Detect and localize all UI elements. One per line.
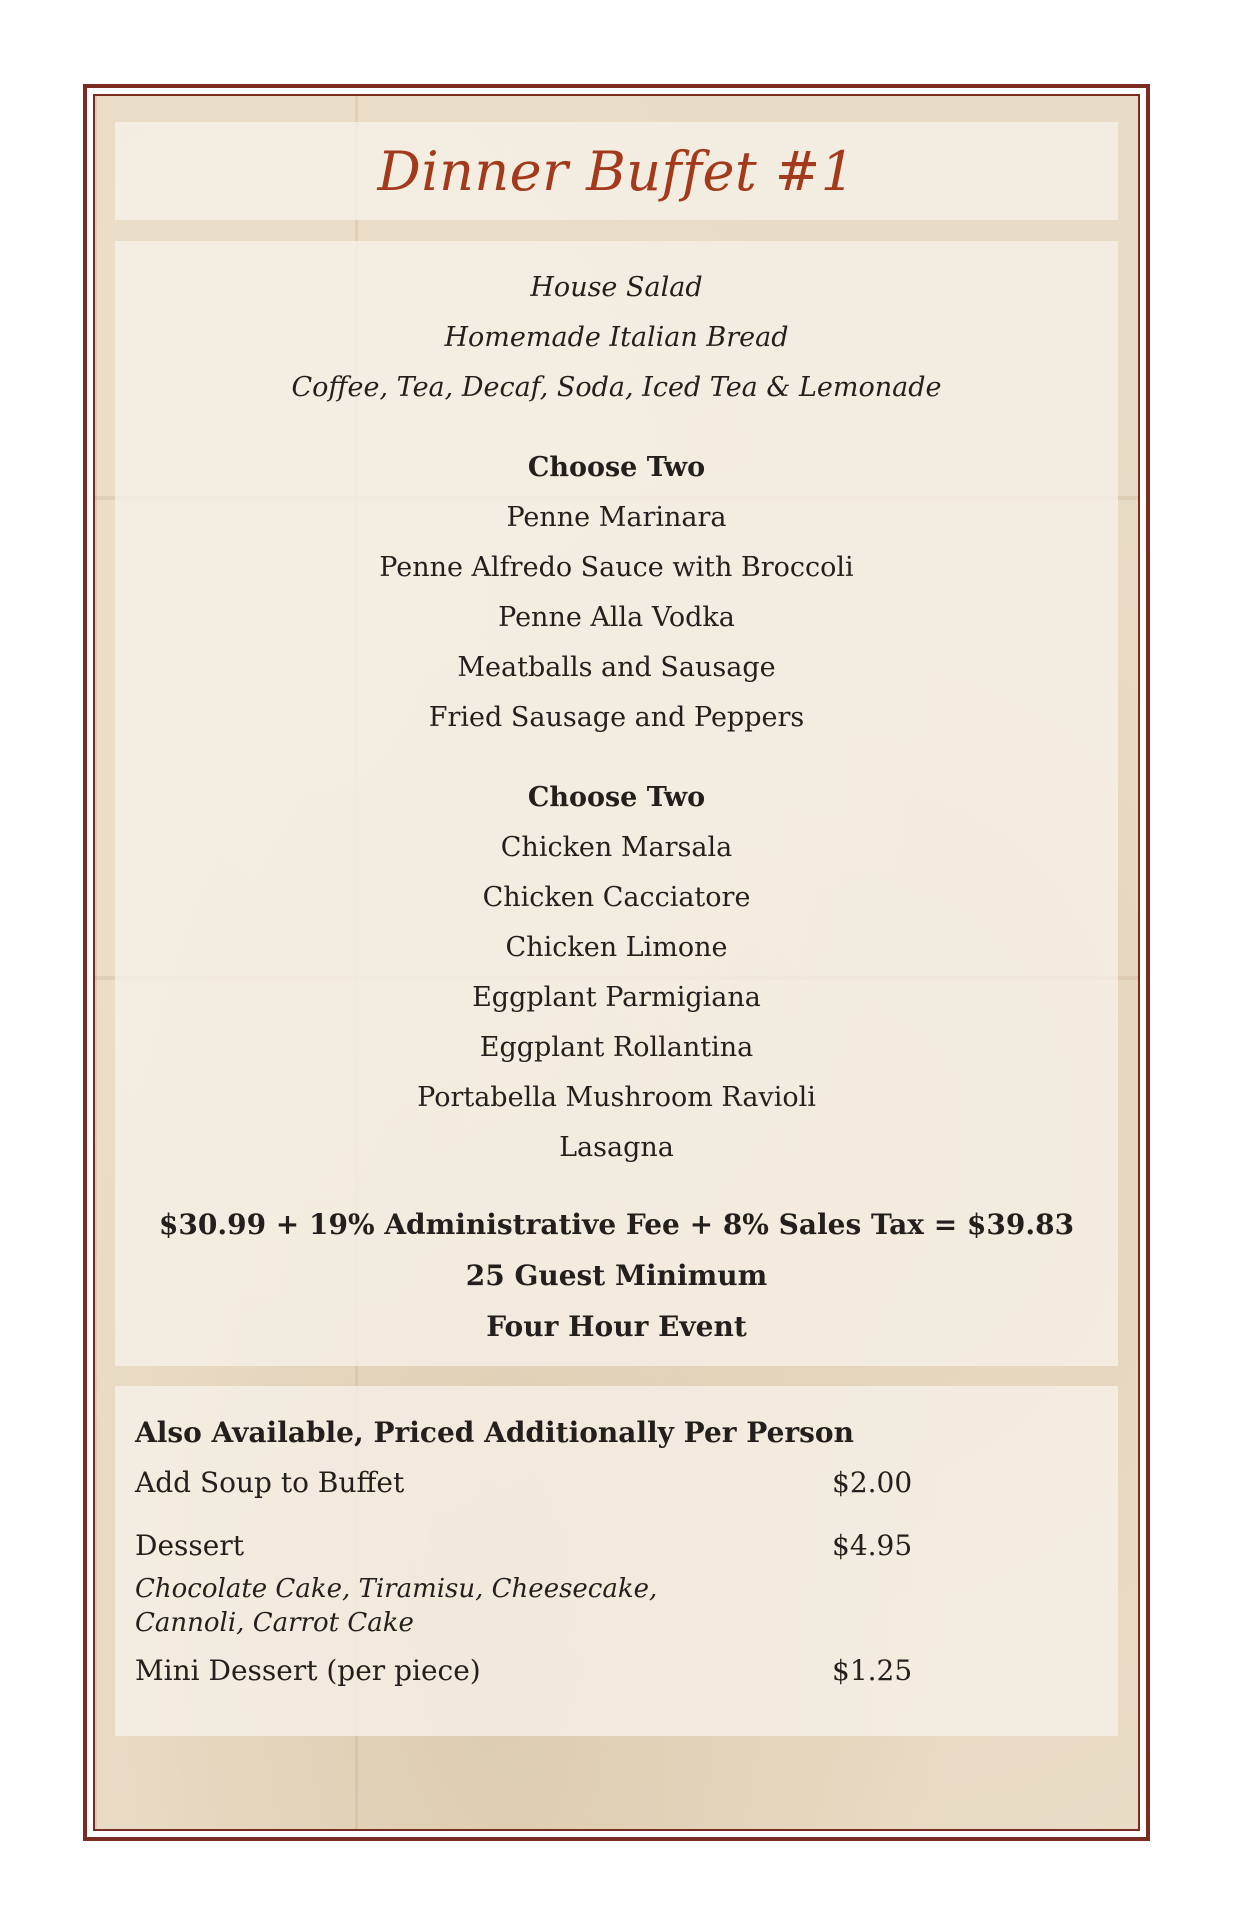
extras-heading: Also Available, Priced Additionally Per Person — [135, 1416, 854, 1449]
menu-list — [115, 263, 1118, 1352]
menu-item: Penne Alla Vodka — [498, 602, 735, 633]
price-formula: $30.99 + 19% Administrative Fee + 8% Sales Tax = $39.83 — [158, 1208, 1075, 1241]
menu-item: Chicken Cacciatore — [482, 882, 751, 913]
included-item: Homemade Italian Bread — [444, 322, 789, 353]
section-heading-pasta: Choose Two — [527, 452, 706, 483]
menu-item: Eggplant Parmigiana — [472, 982, 761, 1013]
extra-price: $2.00 — [832, 1466, 913, 1499]
extra-label: Dessert — [135, 1529, 244, 1562]
menu-item: Fried Sausage and Peppers — [428, 702, 805, 733]
menu-item: Penne Alfredo Sauce with Broccoli — [379, 552, 854, 583]
menu-frame — [83, 84, 1150, 1841]
menu-item: Chicken Marsala — [500, 832, 733, 863]
stone-background — [93, 94, 1140, 1831]
extras-panel — [115, 1386, 1118, 1736]
menu-item: Lasagna — [559, 1132, 674, 1163]
event-duration: Four Hour Event — [486, 1310, 747, 1343]
extra-label: Add Soup to Buffet — [135, 1466, 405, 1499]
extra-price: $1.25 — [832, 1654, 913, 1687]
guest-minimum: 25 Guest Minimum — [465, 1259, 768, 1292]
extra-label: Mini Dessert (per piece) — [135, 1654, 481, 1687]
pricing-block — [115, 1199, 1118, 1352]
main-menu-panel — [115, 241, 1118, 1366]
page-title: Dinner Buffet #1 — [377, 140, 856, 203]
included-item: Coffee, Tea, Decaf, Soda, Iced Tea & Lemonade — [291, 372, 942, 403]
menu-item: Penne Marinara — [506, 502, 727, 533]
dessert-options — [135, 1572, 657, 1640]
included-item: House Salad — [530, 272, 703, 303]
menu-item: Eggplant Rollantina — [479, 1032, 754, 1063]
dessert-options-line: Chocolate Cake, Tiramisu, Cheesecake, — [135, 1574, 658, 1604]
menu-item: Portabella Mushroom Ravioli — [417, 1082, 816, 1113]
dessert-options-line: Cannoli, Carrot Cake — [135, 1608, 414, 1638]
extra-price: $4.95 — [832, 1529, 913, 1562]
title-panel — [115, 122, 1118, 220]
section-heading-entrees: Choose Two — [527, 782, 706, 813]
menu-item: Chicken Limone — [505, 932, 728, 963]
menu-item: Meatballs and Sausage — [457, 652, 776, 683]
